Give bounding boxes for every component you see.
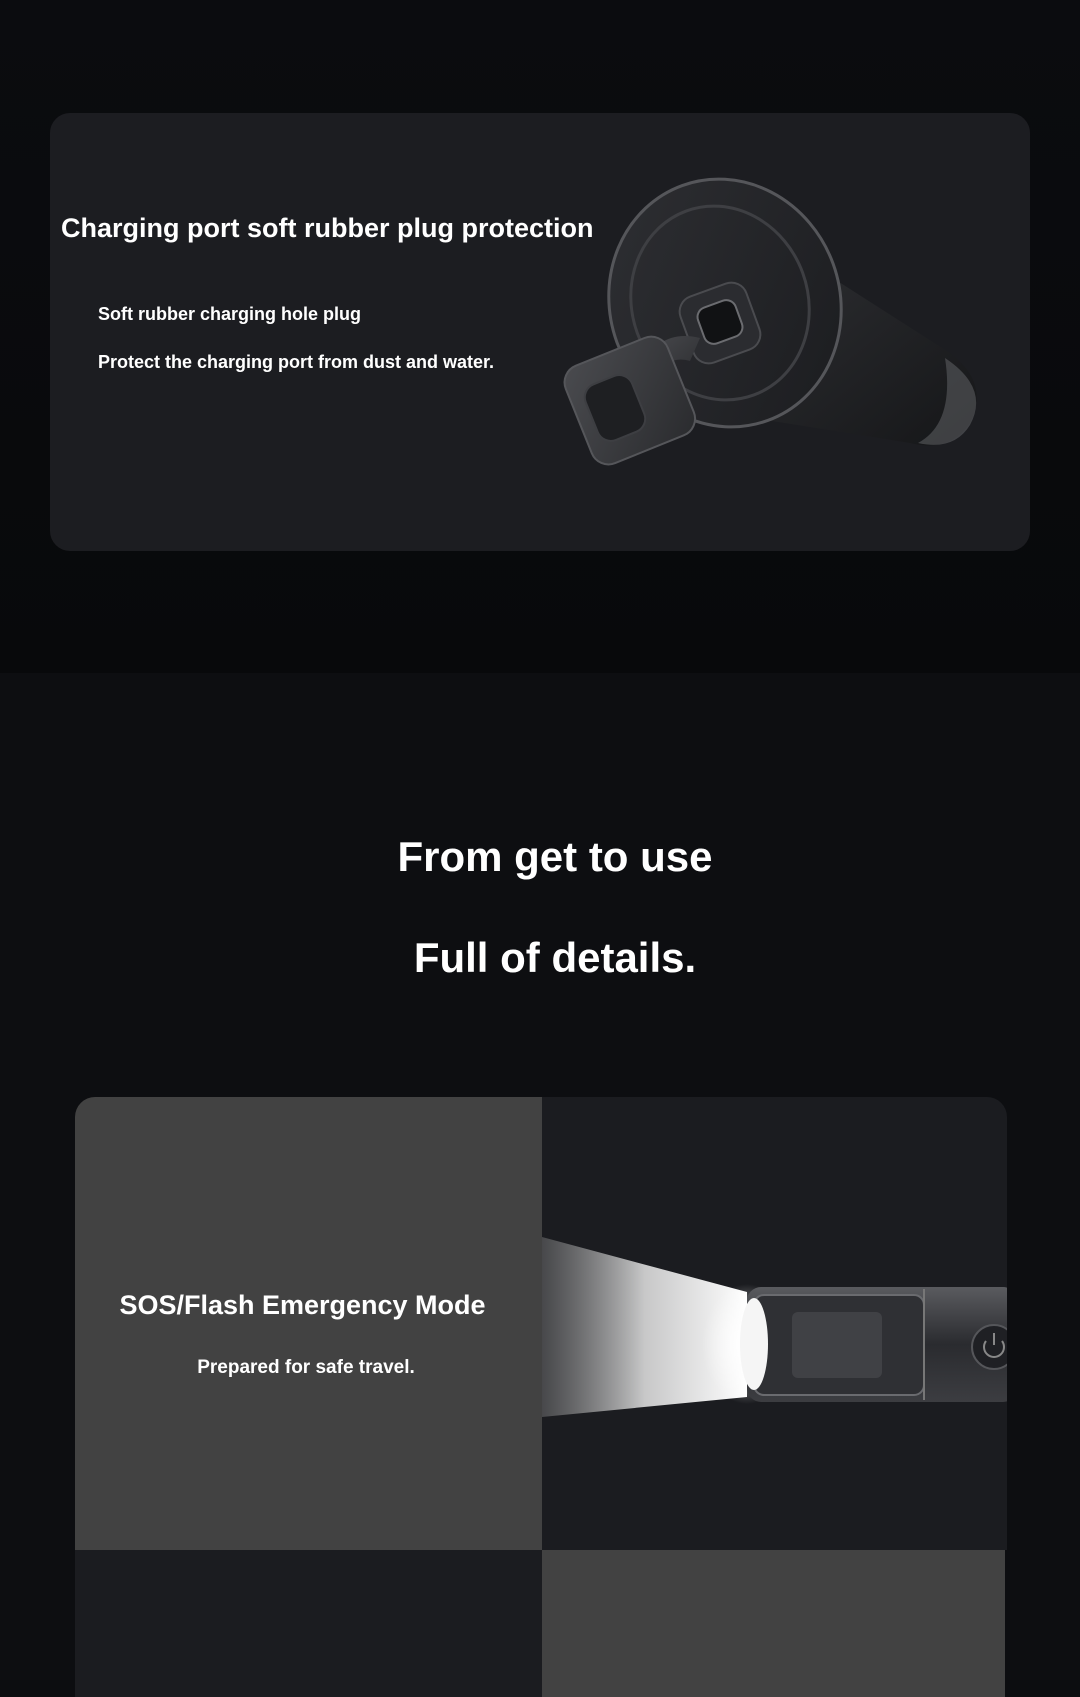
flashlight-image-panel [542,1097,1007,1550]
sos-subtitle: Prepared for safe travel. [197,1357,415,1378]
flashlight-product-icon [542,1097,1007,1550]
charging-plug-card [50,113,1030,551]
charging-plug-section [0,0,1080,673]
power-icon [972,1325,1007,1369]
grid-panel-bottom-left [75,1550,542,1697]
plug-card-line-2: Protect the charging port from dust and water. [98,352,495,372]
headline-from-get-to-use: From get to use [397,833,713,880]
sos-text-panel [75,1097,542,1550]
details-section [0,673,1080,1680]
charging-port-plug-product-icon [550,153,1010,533]
plug-card-line-1: Soft rubber charging hole plug [98,304,361,324]
sos-feature-grid [75,1097,1007,1697]
plug-card-title: Charging port soft rubber plug protection [61,213,594,243]
sos-title: SOS/Flash Emergency Mode [119,1290,486,1320]
grid-panel-bottom-right [542,1550,1005,1697]
headline-full-of-details: Full of details. [413,934,697,981]
